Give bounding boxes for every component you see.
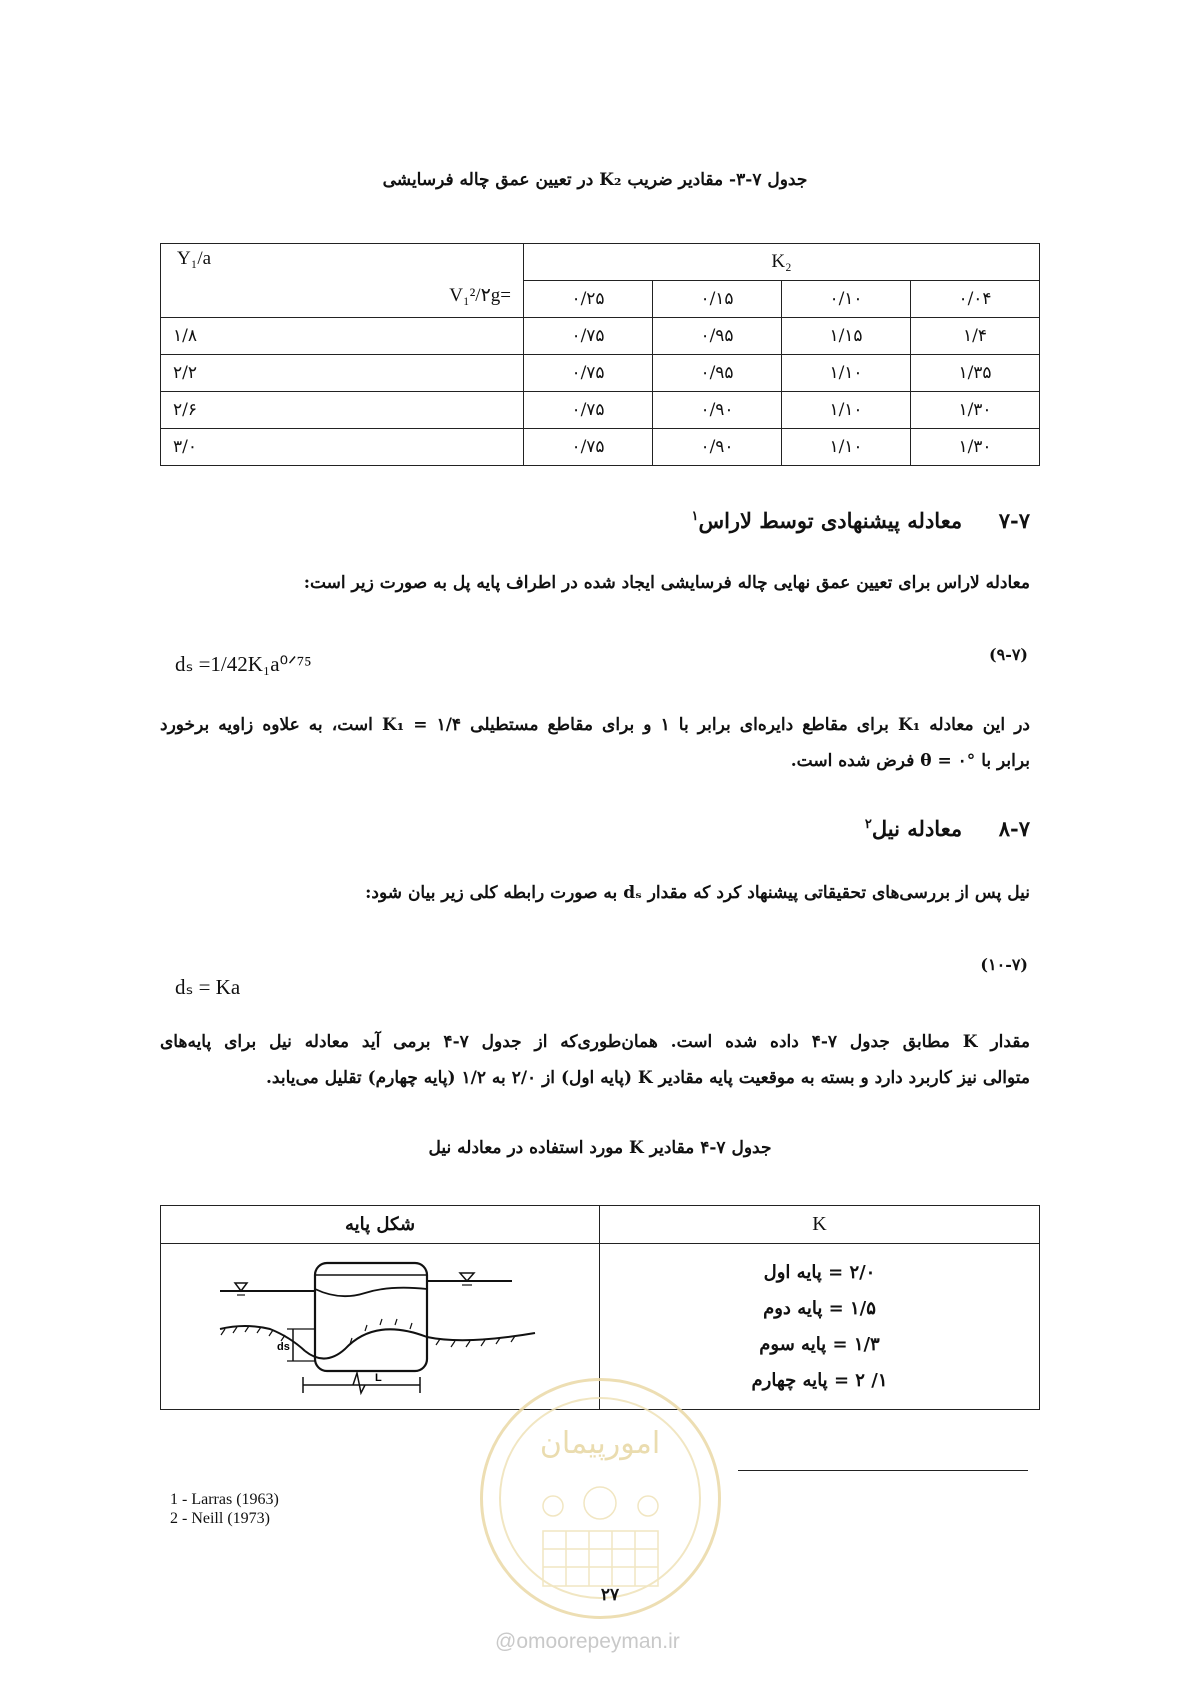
section-8-paragraph: نیل پس از بررسی‌های تحقیقاتی پیشنهاد کرد که مقدار dₛ به صورت رابطه کلی زیر بیان شود: bbox=[365, 883, 1030, 903]
k-value-pier-3: ۱/۳ = پایه سوم bbox=[759, 1333, 880, 1355]
footnote-mark: ۱ bbox=[691, 509, 699, 524]
table1-caption: جدول ۷-۳- مقادیر ضریب K₂ در تعیین عمق چاله فرسایشی bbox=[382, 170, 808, 190]
table-cell: ۱/۴ bbox=[911, 318, 1040, 355]
table-cell: ۱/۳۵ bbox=[911, 355, 1040, 392]
row-header-y1a: Y₁/a bbox=[177, 248, 212, 269]
ds-label: ds bbox=[277, 1341, 290, 1353]
column-header: ۰/۰۴ bbox=[911, 281, 1040, 318]
table-row bbox=[161, 355, 1040, 392]
table2-caption: جدول ۷-۴ مقادیر K مورد استفاده در معادله نیل bbox=[428, 1138, 772, 1158]
header-k: K bbox=[600, 1206, 1040, 1244]
section-title: معادله نیل bbox=[871, 816, 963, 841]
table-row bbox=[161, 318, 1040, 355]
table-cell: ۰/۹۰ bbox=[653, 392, 782, 429]
page-number: ۲۷ bbox=[600, 1585, 620, 1605]
seal-text: امورپیمان bbox=[539, 1426, 661, 1461]
equation-number: (۱۰-۷) bbox=[980, 955, 1028, 974]
seal-graphic bbox=[483, 1381, 718, 1616]
table-cell: ۱/۱۰ bbox=[782, 392, 911, 429]
table-cell: ۱/۳۰ bbox=[911, 392, 1040, 429]
equation-neill: dₛ = Ka bbox=[175, 975, 241, 999]
k-value-pier-2: ۱/۵ = پایه دوم bbox=[763, 1297, 876, 1319]
k-value-pier-1: ۲/۰ = پایه اول bbox=[763, 1261, 876, 1283]
section-title: معادله پیشنهادی توسط لاراس bbox=[698, 508, 963, 533]
k-value-pier-4: ۱/ ۲ = پایه چهارم bbox=[751, 1369, 888, 1391]
table-cell: ۰/۷۵ bbox=[524, 429, 653, 466]
column-header: ۰/۱۰ bbox=[782, 281, 911, 318]
header-pier-shape: شکل پایه bbox=[161, 1206, 600, 1244]
table-cell: ۱/۱۰ bbox=[782, 429, 911, 466]
table-cell: ۱/۱۵ bbox=[782, 318, 911, 355]
equation-larras: dₛ =1/42K₁a⁰ᐟ⁷⁵ bbox=[175, 652, 312, 676]
footnote-1: 1 - Larras (1963) bbox=[170, 1491, 279, 1508]
table-cell: ۰/۹۰ bbox=[653, 429, 782, 466]
equation-number: (۹-۷) bbox=[989, 645, 1028, 664]
section-8-note-line2: متوالی نیز کاربرد دارد و بسته به موقعیت پایه مقادیر K (پایه اول) از ۲/۰ به ۱/۲ (پایه چهارم) تقلیل می‌یابد. bbox=[266, 1068, 1030, 1088]
footnote-mark: ۲ bbox=[864, 817, 872, 832]
table-cell: ۰/۷۵ bbox=[524, 392, 653, 429]
k2-table bbox=[160, 243, 1040, 466]
section-8-heading bbox=[865, 816, 1030, 841]
row-label: ۲/۲ bbox=[161, 355, 524, 392]
row-label: ۲/۶ bbox=[161, 392, 524, 429]
table-cell: ۰/۷۵ bbox=[524, 318, 653, 355]
section-number: ۷-۷ bbox=[998, 508, 1030, 533]
footnote-separator bbox=[738, 1470, 1028, 1471]
row-label: ۳/۰ bbox=[161, 429, 524, 466]
footnote-2: 2 - Neill (1973) bbox=[170, 1510, 270, 1527]
section-number: ۸-۷ bbox=[998, 816, 1030, 841]
table-row bbox=[161, 429, 1040, 466]
table-cell: ۰/۷۵ bbox=[524, 355, 653, 392]
section-7-paragraph: معادله لاراس برای تعیین عمق نهایی چاله فرسایشی ایجاد شده در اطراف پایه پل به صورت زیر است: bbox=[303, 573, 1030, 593]
L-label: L bbox=[375, 1372, 382, 1384]
footnotes bbox=[170, 1490, 279, 1528]
row-label: ۱/۸ bbox=[161, 318, 524, 355]
table1-corner-cell bbox=[161, 244, 524, 318]
watermark: @omoorepeyman.ir bbox=[495, 1630, 680, 1653]
table-cell: ۱/۳۰ bbox=[911, 429, 1040, 466]
col-header-velocity: V₁²/۲g= bbox=[449, 285, 511, 306]
table-cell: ۰/۹۵ bbox=[653, 355, 782, 392]
publisher-seal bbox=[480, 1378, 721, 1619]
section-7-heading bbox=[691, 508, 1030, 533]
column-header: ۰/۱۵ bbox=[653, 281, 782, 318]
table-cell: ۰/۹۵ bbox=[653, 318, 782, 355]
k2-group-header: K₂ bbox=[524, 244, 1040, 281]
column-header: ۰/۲۵ bbox=[524, 281, 653, 318]
pier-scour-figure bbox=[215, 1249, 545, 1399]
table-cell: ۱/۱۰ bbox=[782, 355, 911, 392]
table-row bbox=[161, 392, 1040, 429]
section-7-note-line2: برابر با θ = ۰° فرض شده است. bbox=[790, 751, 1030, 771]
section-8-note-line1: مقدار K مطابق جدول ۷-۴ داده شده است. همان‌طوری‌که از جدول ۷-۴ برمی آید معادله نیل برای پایه‌های bbox=[160, 1032, 1031, 1052]
section-7-note-line1: در این معادله K₁ برای مقاطع دایره‌ای برابر با ۱ و برای مقاطع مستطیلی K₁ = ۱/۴ است، به علاوه زاویه برخورد bbox=[160, 715, 1030, 735]
